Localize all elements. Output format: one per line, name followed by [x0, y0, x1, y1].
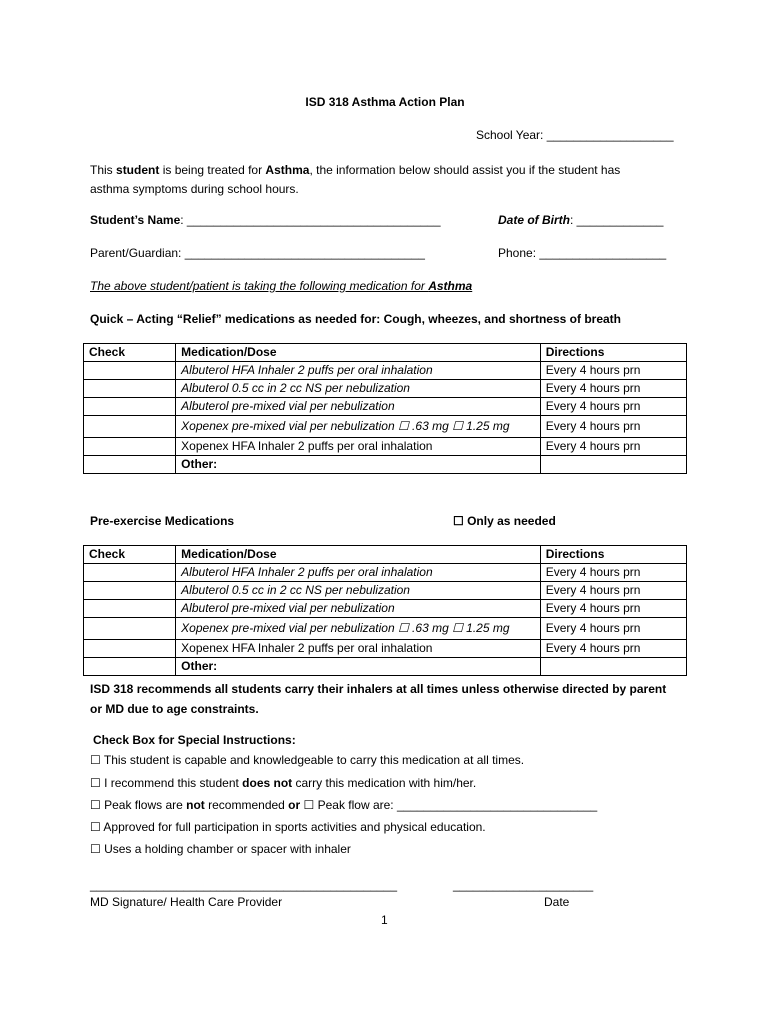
directions-cell: Every 4 hours prn — [540, 582, 686, 600]
check-cell[interactable] — [84, 380, 176, 398]
pre-exercise-heading: Pre-exercise Medications — [90, 514, 235, 528]
special-instructions-heading: Check Box for Special Instructions: — [93, 733, 296, 747]
medication-cell: Albuterol 0.5 cc in 2 cc NS per nebulization — [176, 582, 541, 600]
medication-cell: Other: — [176, 456, 541, 474]
medication-cell: Albuterol HFA Inhaler 2 puffs per oral inhalation — [176, 362, 541, 380]
special-s2-bold: does not — [242, 776, 293, 790]
recommendation-line-2: or MD due to age constraints. — [90, 702, 259, 716]
header-check: Check — [84, 344, 176, 362]
quick-relief-heading: Quick – Acting “Relief” medications as needed for: Cough, wheezes, and shortness of breath — [90, 312, 621, 326]
intro-paragraph — [90, 161, 620, 199]
directions-cell — [540, 456, 686, 474]
student-name-label: Student’s Name — [90, 213, 181, 227]
special-instruction-peak-flow[interactable] — [90, 798, 597, 812]
directions-cell — [540, 658, 686, 676]
table-row — [84, 362, 687, 380]
check-cell[interactable] — [84, 438, 176, 456]
check-cell[interactable] — [84, 362, 176, 380]
medication-cell: Albuterol HFA Inhaler 2 puffs per oral inhalation — [176, 564, 541, 582]
medication-note-text: The above student/patient is taking the following medication for — [90, 279, 429, 293]
directions-cell: Every 4 hours prn — [540, 600, 686, 618]
table-row — [84, 438, 687, 456]
recommendation-line-1: ISD 318 recommends all students carry their inhalers at all times unless otherwise directed by parent — [90, 682, 667, 696]
date-line[interactable]: _____________________ — [453, 878, 594, 892]
header-check: Check — [84, 546, 176, 564]
table-row — [84, 640, 687, 658]
special-instruction-does-not-carry[interactable] — [90, 776, 476, 790]
dob-blank: : _____________ — [570, 213, 664, 227]
table-row — [84, 398, 687, 416]
directions-cell: Every 4 hours prn — [540, 640, 686, 658]
table-row — [84, 456, 687, 474]
medication-note — [90, 279, 472, 293]
directions-cell: Every 4 hours prn — [540, 362, 686, 380]
phone-field[interactable]: Phone: ___________________ — [498, 246, 667, 260]
special-s3-tail: ☐ Peak flow are: ______________________________ — [300, 798, 598, 812]
header-medication: Medication/Dose — [176, 344, 541, 362]
directions-cell: Every 4 hours prn — [540, 398, 686, 416]
intro-bold-asthma: Asthma — [265, 163, 310, 177]
special-s3-text: ☐ Peak flows are — [90, 798, 187, 812]
only-as-needed-checkbox[interactable]: ☐ Only as needed — [453, 514, 556, 528]
table-row — [84, 380, 687, 398]
page-title: ISD 318 Asthma Action Plan — [305, 95, 465, 109]
check-cell[interactable] — [84, 600, 176, 618]
intro-text-3: , the information below should assist you if the student has — [309, 163, 621, 177]
header-medication: Medication/Dose — [176, 546, 541, 564]
parent-guardian-field[interactable]: Parent/Guardian: ____________________________________ — [90, 246, 425, 260]
check-cell[interactable] — [84, 416, 176, 438]
check-cell[interactable] — [84, 582, 176, 600]
check-cell[interactable] — [84, 398, 176, 416]
medication-cell: Albuterol 0.5 cc in 2 cc NS per nebulization — [176, 380, 541, 398]
table-row — [84, 618, 687, 640]
special-instruction-spacer[interactable]: ☐ Uses a holding chamber or spacer with inhaler — [90, 842, 351, 856]
school-year-field[interactable]: School Year: ___________________ — [476, 128, 674, 142]
intro-line-2: asthma symptoms during school hours. — [90, 182, 299, 196]
medication-cell: Xopenex pre-mixed vial per nebulization ☐ .63 mg ☐ 1.25 mg — [176, 618, 541, 640]
medication-cell: Other: — [176, 658, 541, 676]
signature-label: MD Signature/ Health Care Provider — [90, 895, 283, 909]
medication-cell: Albuterol pre-mixed vial per nebulization — [176, 398, 541, 416]
directions-cell: Every 4 hours prn — [540, 618, 686, 640]
medication-cell: Xopenex HFA Inhaler 2 puffs per oral inhalation — [176, 438, 541, 456]
table-header-row — [84, 344, 687, 362]
intro-bold-student: student — [116, 163, 160, 177]
dob-label: Date of Birth — [498, 213, 570, 227]
table-row — [84, 658, 687, 676]
table-row — [84, 564, 687, 582]
medication-cell: Xopenex pre-mixed vial per nebulization ☐ .63 mg ☐ 1.25 mg — [176, 416, 541, 438]
table-row — [84, 582, 687, 600]
special-s3-bold-not: not — [186, 798, 205, 812]
medication-note-bold: Asthma — [428, 279, 473, 293]
intro-text-1: This — [90, 163, 117, 177]
directions-cell: Every 4 hours prn — [540, 564, 686, 582]
check-cell[interactable] — [84, 640, 176, 658]
pre-exercise-table — [83, 545, 687, 676]
student-name-blank: : ______________________________________ — [180, 213, 441, 227]
recommendation-text — [90, 679, 666, 719]
check-cell[interactable] — [84, 618, 176, 640]
table-header-row — [84, 546, 687, 564]
special-s2-text: ☐ I recommend this student — [90, 776, 243, 790]
medication-cell: Albuterol pre-mixed vial per nebulization — [176, 600, 541, 618]
header-directions: Directions — [540, 546, 686, 564]
page-number: 1 — [381, 913, 388, 927]
table-row — [84, 416, 687, 438]
directions-cell: Every 4 hours prn — [540, 438, 686, 456]
check-cell[interactable] — [84, 658, 176, 676]
intro-text-2: is being treated for — [159, 163, 266, 177]
signature-line[interactable]: ______________________________________________ — [90, 878, 397, 892]
special-instruction-capable[interactable]: ☐ This student is capable and knowledgeable to carry this medication at all times. — [90, 753, 525, 767]
date-label: Date — [544, 895, 570, 909]
special-s3-mid: recommended — [204, 798, 289, 812]
directions-cell: Every 4 hours prn — [540, 380, 686, 398]
table-row — [84, 600, 687, 618]
header-directions: Directions — [540, 344, 686, 362]
dob-field[interactable] — [498, 213, 663, 227]
check-cell[interactable] — [84, 564, 176, 582]
quick-relief-table — [83, 343, 687, 474]
medication-cell: Xopenex HFA Inhaler 2 puffs per oral inhalation — [176, 640, 541, 658]
directions-cell: Every 4 hours prn — [540, 416, 686, 438]
special-instruction-sports[interactable]: ☐ Approved for full participation in sports activities and physical education. — [90, 820, 486, 834]
check-cell[interactable] — [84, 456, 176, 474]
special-s3-bold-or: or — [288, 798, 301, 812]
student-name-field[interactable] — [90, 213, 441, 227]
special-s2-tail: carry this medication with him/her. — [292, 776, 477, 790]
